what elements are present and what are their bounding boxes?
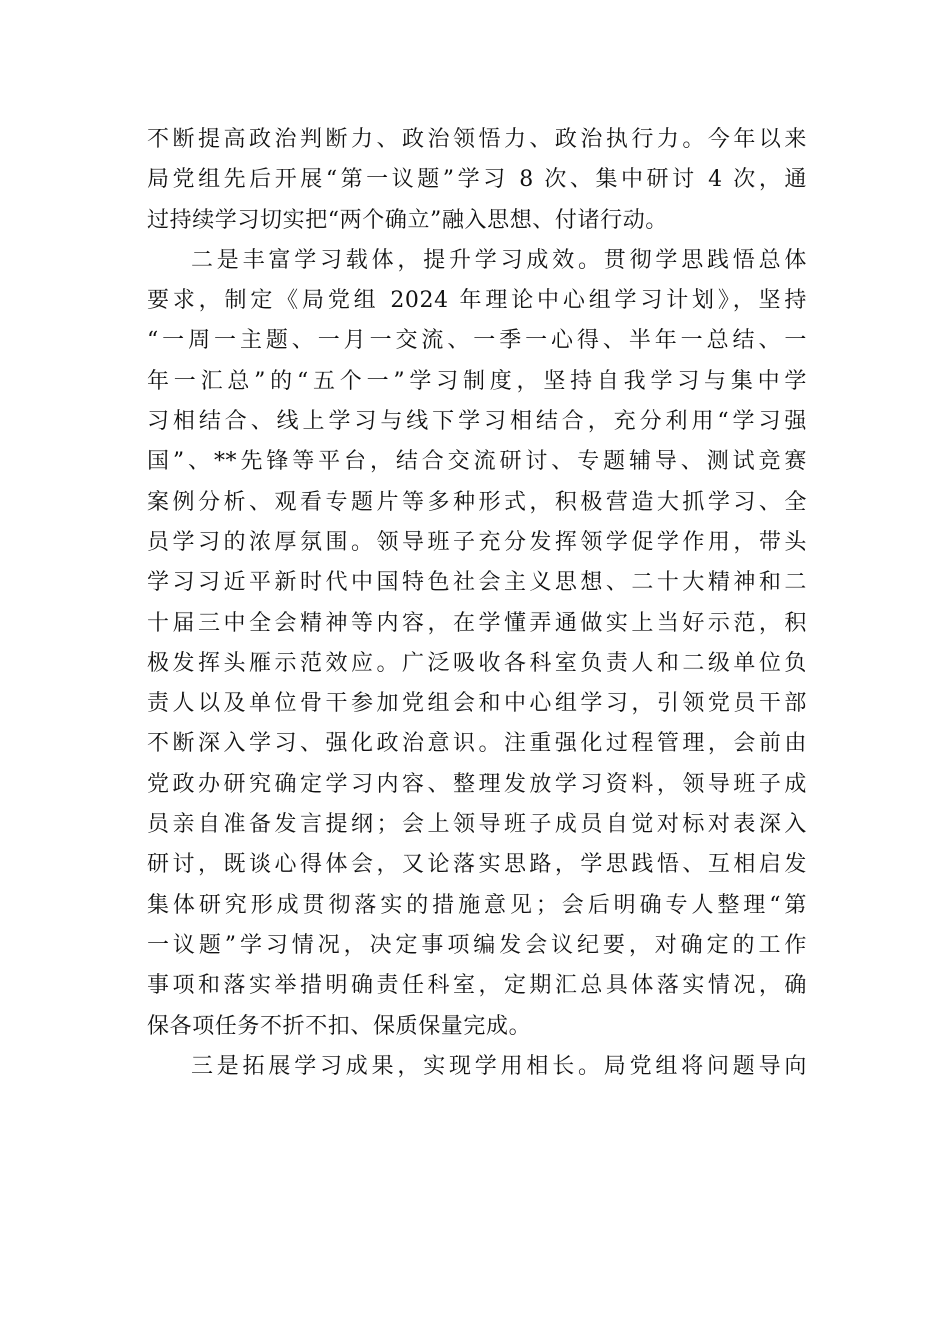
- text-line: 员学习的浓厚氛围。领导班子充分发挥领学促学作用，带头: [147, 529, 807, 555]
- text-line: “一周一主题、一月一交流、一季一心得、半年一总结、一: [147, 328, 807, 354]
- text-line: 研讨，既谈心得体会，又论落实思路，学思践悟、互相启发: [147, 852, 807, 878]
- text-line: 一议题”学习情况，决定事项编发会议纪要，对确定的工作: [147, 932, 807, 958]
- paragraph-3: [147, 1047, 807, 1087]
- text-line: 责人以及单位骨干参加党组会和中心组学习，引领党员干部: [147, 691, 807, 717]
- text-line: 十届三中全会精神等内容，在学懂弄通做实上当好示范，积: [147, 610, 807, 636]
- text-line: 局党组先后开展“第一议题”学习 8 次、集中研讨 4 次，通: [147, 167, 807, 193]
- text-line: 要求，制定《局党组 2024 年理论中心组学习计划》，坚持: [147, 288, 807, 314]
- paragraph-2: [147, 241, 807, 1047]
- paragraph-1: [147, 120, 807, 241]
- text-line: 不断深入学习、强化政治意识。注重强化过程管理，会前由: [147, 731, 807, 757]
- text-line: 过持续学习切实把“两个确立”融入思想、付诸行动。: [147, 207, 668, 233]
- text-line: 不断提高政治判断力、政治领悟力、政治执行力。今年以来: [147, 127, 807, 152]
- text-line: 集体研究形成贯彻落实的措施意见；会后明确专人整理“第: [147, 892, 807, 918]
- text-line: 二是丰富学习载体，提升学习成效。贯彻学思践悟总体: [191, 247, 807, 273]
- text-line: 极发挥头雁示范效应。广泛吸收各科室负责人和二级单位负: [147, 650, 807, 676]
- text-line: 学习习近平新时代中国特色社会主义思想、二十大精神和二: [147, 570, 807, 596]
- text-line: 事项和落实举措明确责任科室，定期汇总具体落实情况，确: [147, 973, 807, 999]
- text-line: 党政办研究确定学习内容、整理发放学习资料，领导班子成: [147, 771, 807, 797]
- document-body: [147, 120, 807, 1087]
- text-line: 员亲自准备发言提纲；会上领导班子成员自觉对标对表深入: [147, 812, 807, 838]
- text-line: 习相结合、线上学习与线下学习相结合，充分利用“学习强: [147, 409, 807, 435]
- text-line: 年一汇总”的“五个一”学习制度，坚持自我学习与集中学: [147, 368, 807, 394]
- text-line: 保各项任务不折不扣、保质保量完成。: [147, 1013, 532, 1039]
- text-line: 案例分析、观看专题片等多种形式，积极营造大抓学习、全: [147, 489, 807, 515]
- text-line: 国”、**先锋等平台，结合交流研讨、专题辅导、测试竞赛: [147, 449, 807, 475]
- text-line: 三是拓展学习成果，实现学用相长。局党组将问题导向: [191, 1053, 807, 1079]
